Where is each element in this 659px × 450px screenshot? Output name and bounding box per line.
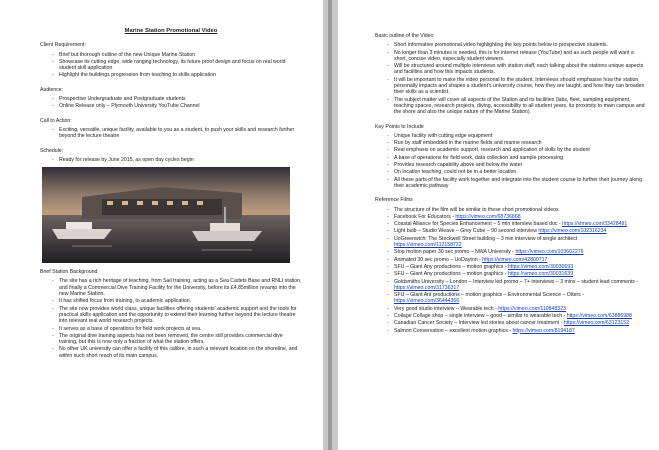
reference-text: SFU – Giant Any productions – motion graphics -: [394, 263, 508, 270]
list-item: - It will be important to make the video personal to the student. Interviews should emphasise how the station personally impacts and shapes a student's university course, how they are taught, and how they can broaden their skills as a scientist.: [387, 77, 645, 96]
reference-text: Animated 30 sec promo – UoDayton -: [394, 256, 483, 263]
reference-text: Very good studio interview – Wearable tech -: [394, 305, 499, 312]
reference-link[interactable]: https://vimeo.com/102316234: [538, 228, 607, 235]
audience-list: [40, 96, 302, 110]
reference-films-list: [375, 207, 645, 334]
reference-text: SFU – Giant Ant productions – motion graphics – Environmental Science – Otters -: [394, 292, 585, 299]
list-item: - Ready for release by June 2015, as open day cycles begin: [52, 157, 302, 163]
reference-link[interactable]: https://vimeo.com/31736317: [394, 284, 460, 291]
schedule-heading: Schedule:: [40, 147, 64, 154]
list-item: - A base of operations for field work, data collection and sample processing: [387, 155, 645, 161]
reference-text: UoGreenwich: The Stockwell Street building – 3 min interview of single architect: [394, 235, 578, 242]
list-item: - Brief but thorough outline of the new Unique Marine Station: [52, 52, 302, 58]
reference-item: [387, 313, 645, 319]
reference-link[interactable]: https://vimeo.com/112158722: [394, 242, 462, 249]
document-title: Marine Station Promotional Video: [124, 28, 218, 34]
reference-link[interactable]: https://vimeo.com/68736868: [455, 213, 521, 220]
reference-link[interactable]: https://vimeo.com/30031639: [507, 271, 574, 278]
page-left-content: [40, 28, 302, 361]
reference-item: [387, 221, 645, 227]
reference-link[interactable]: https://vimeo.com/63886988: [566, 312, 632, 319]
scroll-divider: [328, 0, 332, 450]
reference-item: [387, 214, 645, 220]
list-item: - Online Release only – Plymouth University YouTube Channel: [52, 103, 302, 109]
list-item: - Exciting, versatile, unique facility, available to you as a student, to push your skills and research further beyond the lecture theatre: [52, 127, 302, 140]
reference-item: [387, 292, 645, 305]
reference-item: [387, 228, 645, 234]
marine-station-photo-illustration: [42, 167, 290, 263]
document-page-left: [0, 0, 323, 450]
reference-text: SFU – Giant Any productions – motion graphics -: [394, 271, 508, 278]
reference-text: Collage Collage shop – single interview – good – similar to wearable tech -: [394, 312, 567, 319]
reference-link[interactable]: https://vimeo.com/63123152: [563, 320, 630, 327]
reference-item: [387, 279, 645, 292]
list-item: - Unique facility with cutting edge equipment: [387, 133, 645, 139]
audience-heading: Audience:: [40, 86, 64, 93]
reference-link[interactable]: https://vimeo.com/30030693: [507, 263, 574, 270]
list-item: - The site has a rich heritage of teaching, from Sail training, acting as a Sea Cadets Base and RNLI station, and finally a Commercial Dive Training Facility for the University, before its £4.85million revamp into the new Marine Station.: [52, 278, 302, 297]
list-item: - Short informative promotional video highlighting the key points below to prospective students.: [387, 42, 645, 48]
reference-link[interactable]: https://vimeo.com/42800717: [482, 256, 548, 263]
list-item: - Prospective Undergraduate and Postgraduate students: [52, 96, 302, 102]
list-item: - Will be structured around multiple interviews with station staff, each talking about the stations unique aspects and facilities and how this impacts students.: [387, 63, 645, 76]
reference-item: [387, 264, 645, 270]
schedule-list: [40, 157, 302, 163]
reference-link[interactable]: https://vimeo.com/110848323: [498, 305, 566, 312]
list-item: - Run by staff embedded in the marine fields and marine research: [387, 140, 645, 146]
call-to-action-heading: Call to Action:: [40, 117, 72, 124]
list-item: - The subject matter will cover all aspects of the Station and its facilities (labs, fleet, sampling equipment, teaching spaces, research projects, diving, accessibility to all student years, its proximity to main campus and the shore and also the unique nature of the Marine Station).: [387, 97, 645, 116]
reference-item: [387, 207, 645, 213]
list-item: - No longer than 3 minutes is needed, this is for internet release (YouTube) and as such people will want a short, concise video, especially student viewers.: [387, 50, 645, 63]
document-page-right: [338, 0, 659, 450]
reference-text: Coastal Alliance for Species Enhancement – 5 min interview based doc -: [394, 221, 561, 228]
reference-item: [387, 328, 645, 334]
list-item: - It serves as a base of operations for field work projects at sea.: [52, 326, 302, 332]
reference-text: The structure of the film will be similar to these short promotional videos: [394, 206, 559, 213]
reference-text: Goldsmiths University – London – Interview led promo – 7+ interviews – 3 mins – student lead comments -: [394, 278, 639, 285]
reference-text: Canadian Cancer Society – Interview led stories about cancer treatment -: [394, 320, 564, 327]
reference-item: [387, 257, 645, 263]
list-item: - No other UK university can offer a facility of this calibre, in such a relevant location on the shoreline, and within such short reach of its main campus.: [52, 346, 302, 359]
reference-item: [387, 236, 645, 249]
marine-station-photo: [42, 167, 290, 263]
reference-text: Light bulb – Studio Weave – Grey Cube – 90 second interview: [394, 228, 537, 235]
list-item: - It has shifted focus from training, to academic application.: [52, 298, 302, 304]
reference-item: [387, 320, 645, 326]
reference-link[interactable]: https://vimeo.com/36444366: [394, 298, 460, 305]
reference-item: [387, 306, 645, 312]
reference-text: Stop motion paper 30 sec promo – NWA University -: [394, 249, 516, 256]
reference-item: [387, 249, 645, 255]
key-points-heading: Key Points to Include: [375, 123, 424, 130]
reference-link[interactable]: https://vimeo.com/33428491: [562, 221, 628, 228]
reference-item: [387, 271, 645, 277]
reference-films-heading: Reference Films: [375, 197, 413, 204]
basic-outline-list: [375, 42, 645, 115]
reference-text: Salmon Conservation – excellent motion graphics -: [394, 327, 513, 334]
list-item: - On location teaching, could not be in a better location: [387, 169, 645, 175]
reference-text: Facebook For Educators -: [394, 213, 456, 220]
list-item: - The original dive training aspects has not been removed, the centre still provides commercial dive training, but this is now only a fraction of what the station offers.: [52, 333, 302, 346]
call-to-action-list: [40, 127, 302, 140]
list-item: - Showcase its cutting edge, wide ranging technology, its future proof design and focus on real world student skill application: [52, 59, 302, 72]
client-requirement-heading: Client Requirement:: [40, 42, 86, 49]
list-item: - The site now provides world class, unique facilities offering students' academic support and the tools for practical skills application and the opportunity to extend their learning further beyond the lecture theatre into relevant real world research projects.: [52, 306, 302, 325]
list-item: - Provides research capability above and below the water: [387, 162, 645, 168]
page-right-content: [375, 33, 645, 336]
background-heading: Brief Station Background: [40, 269, 98, 276]
page-gutter: [323, 0, 338, 450]
list-item: - Real emphasis on academic support, research and application of skills by the student: [387, 147, 645, 153]
list-item: - All these parts of the facility work together and integrate into the student course to further their journey along their academic pathway: [387, 177, 645, 190]
key-points-list: [375, 133, 645, 189]
list-item: - Highlight the buildings progression from teaching to skills application: [52, 72, 302, 78]
reference-link[interactable]: https://vimeo.com/8194187: [512, 327, 575, 334]
reference-link[interactable]: https://vimeo.com/103602276: [515, 249, 584, 256]
background-list: [40, 278, 302, 359]
client-requirement-list: [40, 52, 302, 79]
basic-outline-heading: Basic outline of the Video: [375, 33, 434, 39]
